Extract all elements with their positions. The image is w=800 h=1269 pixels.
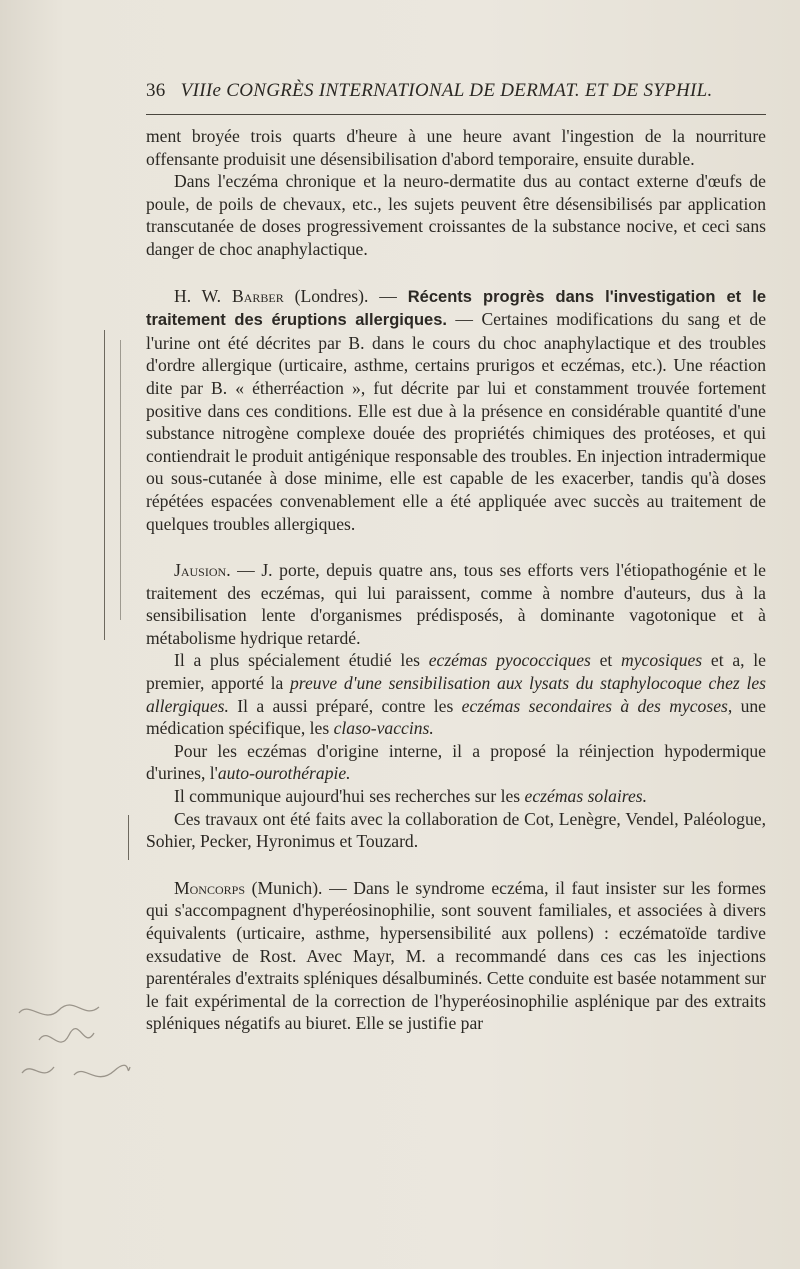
paragraph-jausion <box>146 559 766 649</box>
italic-run: mycosiques <box>621 650 703 671</box>
author-moncorps: Moncorps <box>174 877 245 898</box>
header-rule <box>146 114 766 115</box>
margin-mark-line <box>120 340 121 620</box>
paragraph-moncorps <box>146 877 766 1035</box>
running-title: VIIIe CONGRÈS INTERNATIONAL DE DERMAT. ET DE SYPHIL. <box>180 80 713 101</box>
italic-run: auto-ourothérapie. <box>217 763 351 784</box>
text-run: et <box>590 650 622 671</box>
margin-scribble <box>14 995 134 1105</box>
barber-title: Récents progrès dans l'investigation et le traitement des éruptions allergiques. <box>146 287 767 330</box>
paragraph-barber <box>146 285 766 536</box>
text-body <box>146 125 766 1035</box>
barber-city: (Londres). — <box>283 285 408 306</box>
paragraph-jausion-studies <box>146 649 766 739</box>
paragraph-eczema-interne <box>146 740 766 785</box>
text-run: Il communique aujourd'hui ses recherches sur les <box>174 786 525 807</box>
moncorps-text: (Munich). — Dans le syndrome eczéma, il faut insister sur les formes qui s'accompagnent d'hyperéosinophilie, sont souvent familiales, et associées à divers équivalents (urticaire, asthme, hypersensibilité aux pollens) : eczématoïde tardive exsudative de Rost. Avec Mayr, M. a recommandé dans ces cas les injections parentérales d'extraits spléniques désalbuminés. Cette conduite est basée notamment sur le fait expérimental de la correction de l'hyperéosinophilie asplénique par des extraits spléniques négatifs au biuret. Elle se justifie par <box>146 877 766 1034</box>
page-header <box>146 80 766 102</box>
margin-mark-line <box>104 330 105 640</box>
text-run: et a, le premier, apporté la <box>146 650 766 694</box>
barber-text: — Certaines modifications du sang et de l'urine ont été décrites par B. dans le cours du choc anaphylactique et des troubles d'ordre allergique (urticaire, asthme, certains prurigos et eczémas, etc.). Une réaction dite par B. « étherréaction », fut décrite par lui et constamment trouvée fortement positive dans ces conditions. Elle est due à la présence en considérable quantité d'une substance nitrogène complexe douée des propriétés chimiques des protéoses, et qui contiendrait le produit antigénique responsable des troubles. En injection intradermique ou sous-cutanée à dose minime, elle est capable de les exacerber, tandis qu'à doses répétées espacées convenablement elle a été appliquée avec succès au traitement de quelques troubles allergiques. <box>146 309 767 534</box>
paragraph-continued: ment broyée trois quarts d'heure à une heure avant l'ingestion de la nourriture offensante produisit une désensibilisation d'abord temporaire, ensuite durable. <box>146 126 766 169</box>
author-barber: H. W. Barber <box>174 285 284 306</box>
margin-mark-line <box>128 815 129 860</box>
text-run: , une médication spécifique, les <box>146 695 766 739</box>
paragraph-collaborators: Ces travaux ont été faits avec la collaboration de Cot, Lenègre, Vendel, Paléologue, Sohier, Pecker, Hyronimus et Touzard. <box>146 808 766 852</box>
paragraph-eczema-contact: Dans l'eczéma chronique et la neuro-dermatite dus au contact externe d'œufs de poule, de poils de chevaux, etc., les sujets peuvent être désensibilisés par application transcutanée de doses progressivement croissantes de la substance nocive, et ceci sans danger de choc anaphylactique. <box>146 171 766 259</box>
paragraph-eczema-solaire <box>146 785 766 808</box>
text-run: Il a aussi préparé, contre les <box>228 695 462 716</box>
page-number: 36 <box>146 80 166 101</box>
italic-run: eczémas secondaires à des mycoses <box>461 695 728 716</box>
text-run: Pour les eczémas d'origine interne, il a proposé la réinjection hypodermique d'urines, l' <box>146 740 766 784</box>
author-jausion: Jausion <box>174 560 227 581</box>
italic-run: eczémas solaires. <box>524 786 648 807</box>
text-run: Il a plus spécialement étudié les <box>174 650 429 671</box>
italic-run: claso-vaccins. <box>333 718 434 739</box>
italic-run: preuve d'une sensibilisation aux lysats du staphylocoque chez les allergiques. <box>146 673 766 716</box>
italic-run: eczémas pyococciques <box>428 650 591 671</box>
jausion-text: . — J. porte, depuis quatre ans, tous ses efforts vers l'étiopathogénie et le traitement des eczémas, qui lui paraissent, comme à nombre d'auteurs, dus à la sensibilisation lente d'organismes prédisposés, à dominante vagotonique et à métabolisme hydrique retardé. <box>146 560 766 648</box>
